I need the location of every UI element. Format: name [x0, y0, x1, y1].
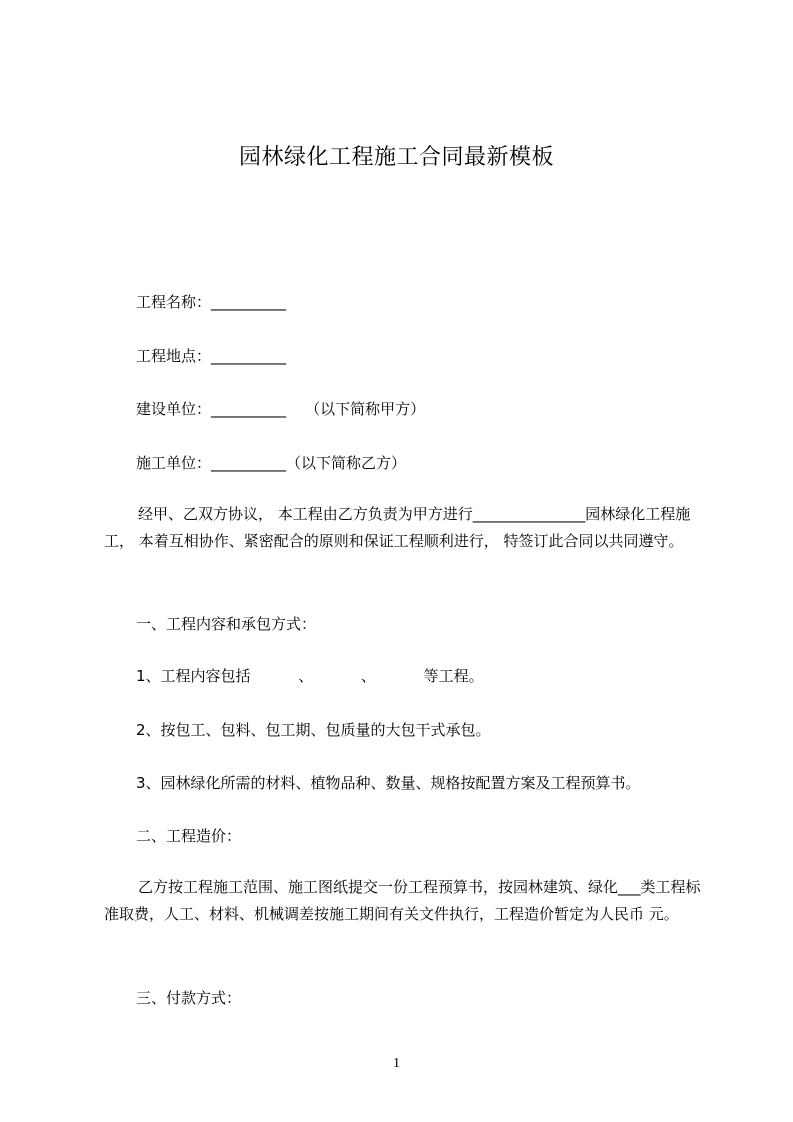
- section1-heading: 一、工程内容和承包方式：: [136, 615, 317, 633]
- constructor-field: 施工单位：__________（以下简称乙方）: [136, 454, 407, 472]
- section2-body: 乙方按工程施工范围、施工图纸提交一份工程预算书，按园林建筑、绿化___类工程标准取费，人工、材料、机械调差按施工期间有关文件执行，工程造价暂定为人民币 元。: [104, 878, 701, 923]
- builder-field: 建设单位：__________ （以下简称甲方）: [136, 400, 426, 418]
- section1-item2: 2、按包工、包料、包工期、包质量的大包干式承包。: [136, 721, 491, 739]
- section3-heading: 三、付款方式：: [136, 989, 242, 1007]
- section2-heading: 二、工程造价：: [136, 827, 242, 845]
- page-number: 1: [393, 1056, 400, 1071]
- project-location-field: 工程地点：__________: [136, 347, 287, 365]
- project-name-field: 工程名称：__________: [136, 293, 287, 311]
- intro-paragraph: 经甲、乙双方协议， 本工程由乙方负责为甲方进行_______________园林绿化工程施工， 本着互相协作、紧密配合的原则和保证工程顺利进行， 特签订此合同以共同遵守。: [104, 505, 691, 550]
- document-title: 园林绿化工程施工合同最新模板: [238, 145, 554, 170]
- section1-item1: 1、工程内容包括 、 、 等工程。: [136, 667, 484, 685]
- section1-item3: 3、园林绿化所需的材料、植物品种、数量、规格按配置方案及工程预算书。: [136, 774, 641, 792]
